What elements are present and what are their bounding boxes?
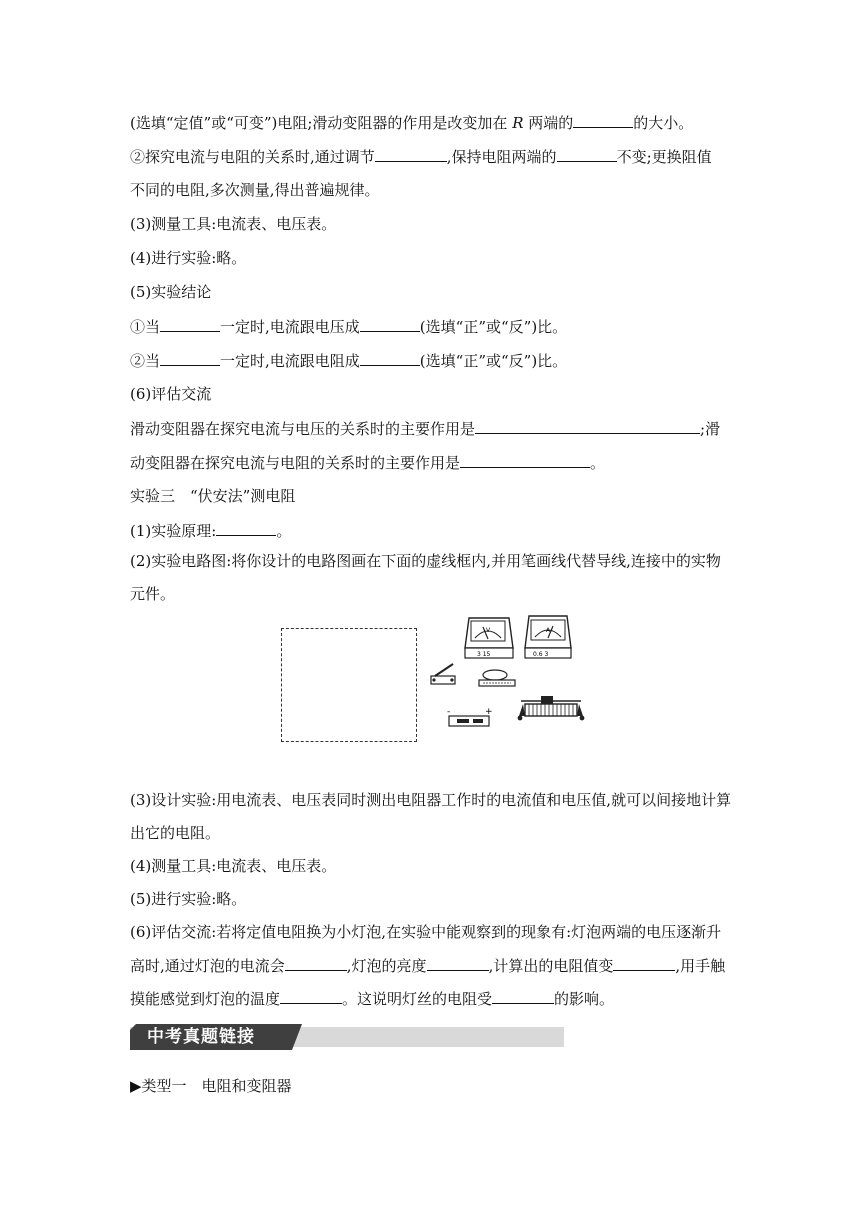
- voltmeter-icon: [465, 618, 513, 658]
- text-line-9: (6)评估交流: [130, 385, 212, 403]
- apparatus-figure: [425, 608, 607, 740]
- text-line-7: ①当 一定时,电流跟电压成 (选填“正”或“反”)比。: [130, 318, 568, 336]
- rheostat-icon: [518, 696, 585, 720]
- text-line-16: (3)设计实验:用电流表、电压表同时测出电阻器工作时的电流值和电压值,就可以间接地计算: [130, 791, 732, 809]
- text-line-5: (4)进行实验:略。: [130, 249, 247, 267]
- text-line-8: ②当 一定时,电流跟电阻成 (选填“正”或“反”)比。: [130, 352, 568, 370]
- section-heading: 实验三 “伏安法”测电阻: [130, 487, 296, 505]
- answer-blank[interactable]: [573, 112, 633, 128]
- resistor-icon: [479, 670, 515, 686]
- answer-blank[interactable]: [492, 988, 554, 1004]
- text-line-22: 摸能感觉到灯泡的温度 。这说明灯丝的电阻受 的影响。: [130, 990, 615, 1008]
- answer-blank[interactable]: [360, 350, 420, 366]
- text-line-2: ②探究电流与电阻的关系时,通过调节 ,保持电阻两端的 不变;更换阻值: [130, 148, 712, 166]
- text-line-21: 高时,通过灯泡的电流会 ,灯泡的亮度 ,计算出的电阻值变 ,用手触: [130, 957, 726, 975]
- text-line-15: 元件。: [130, 585, 176, 603]
- switch-icon: [431, 664, 455, 684]
- answer-blank[interactable]: [427, 955, 489, 971]
- answer-blank[interactable]: [280, 988, 342, 1004]
- text-line-14: (2)实验电路图:将你设计的电路图画在下面的虚线框内,并用笔画线代替导线,连接中的实物: [130, 552, 721, 570]
- voltmeter-scale: 3 15: [477, 651, 491, 658]
- text-line-10: 滑动变阻器在探究电流与电压的关系时的主要作用是 ;滑: [130, 420, 721, 438]
- text-line-6: (5)实验结论: [130, 283, 212, 301]
- ammeter-icon: [525, 616, 571, 658]
- svg-text:A: A: [546, 627, 551, 634]
- text-line-3: 不同的电阻,多次测量,得出普遍规律。: [130, 181, 380, 199]
- circuit-drawing-box[interactable]: [281, 628, 417, 742]
- text-line-18: (4)测量工具:电流表、电压表。: [130, 857, 337, 875]
- type-heading: ▶类型一 电阻和变阻器: [130, 1077, 292, 1095]
- text-line-17: 出它的电阻。: [130, 824, 221, 842]
- answer-blank[interactable]: [160, 316, 220, 332]
- text-line-1: (选填“定值”或“可变”)电阻;滑动变阻器的作用是改变加在 R 两端的 的大小。: [130, 114, 694, 132]
- answer-blank[interactable]: [557, 146, 617, 162]
- answer-blank[interactable]: [460, 452, 590, 468]
- answer-blank[interactable]: [613, 955, 675, 971]
- answer-blank[interactable]: [360, 316, 420, 332]
- text-line-11: 动变阻器在探究电流与电阻的关系时的主要作用是 。: [130, 454, 606, 472]
- battery-icon: [447, 707, 493, 726]
- battery-plus-label: +: [485, 707, 493, 717]
- text-line-4: (3)测量工具:电流表、电压表。: [130, 215, 337, 233]
- answer-blank[interactable]: [285, 955, 347, 971]
- battery-minus-label: -: [447, 707, 451, 717]
- answer-blank[interactable]: [375, 146, 447, 162]
- svg-text:V: V: [486, 627, 491, 634]
- text-line-19: (5)进行实验:略。: [130, 890, 247, 908]
- banner-title: 中考真题链接: [147, 1027, 255, 1047]
- text-line-13: (1)实验原理: 。: [130, 522, 292, 540]
- answer-blank[interactable]: [160, 350, 220, 366]
- answer-blank[interactable]: [216, 520, 276, 536]
- ammeter-scale: 0.6 3: [533, 651, 549, 658]
- answer-blank[interactable]: [475, 418, 700, 434]
- text-line-20: (6)评估交流:若将定值电阻换为小灯泡,在实验中能观察到的现象有:灯泡两端的电压逐渐升: [130, 923, 722, 941]
